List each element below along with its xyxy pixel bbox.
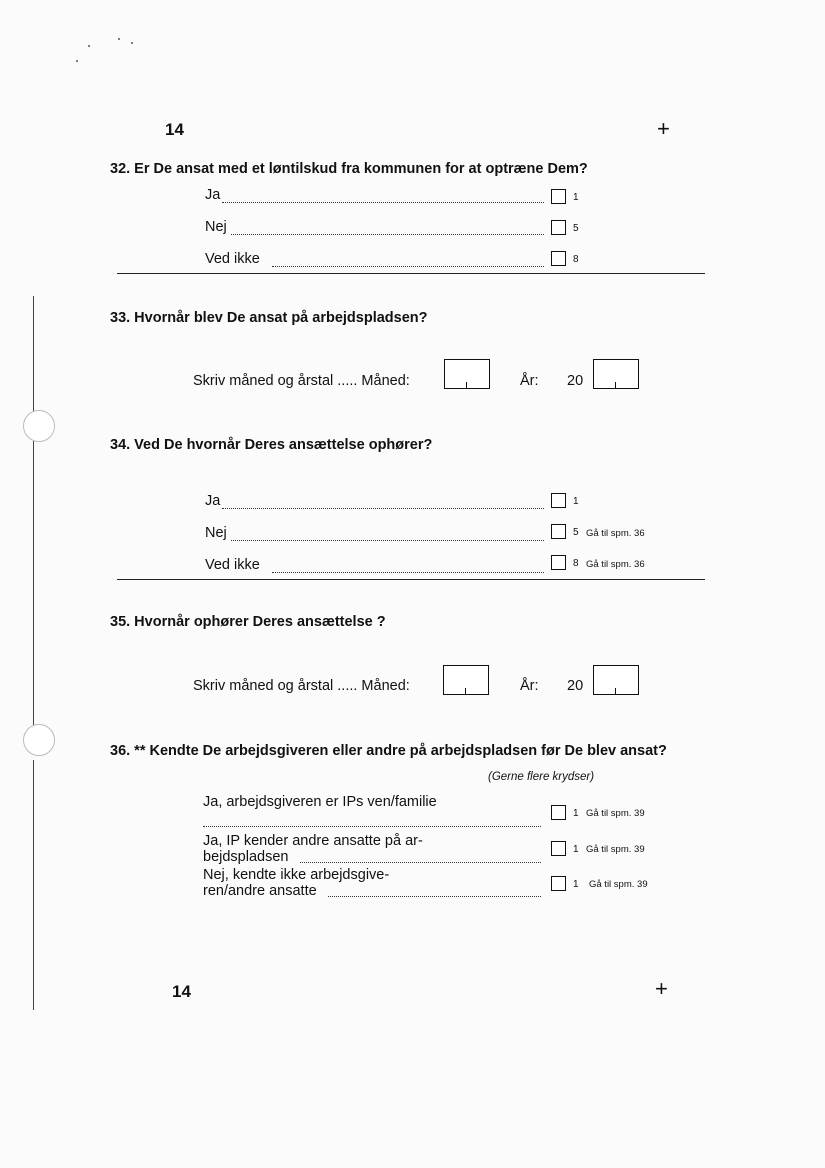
q36-checkbox-1[interactable] <box>551 805 566 820</box>
leader-dots <box>272 266 544 267</box>
scan-speck <box>131 42 133 44</box>
leader-dots <box>272 572 544 573</box>
section-divider <box>117 579 705 580</box>
q35-prompt: Skriv måned og årstal ..... Måned: <box>193 678 410 694</box>
q33-month-input[interactable] <box>444 359 490 389</box>
q32-option-nej: Nej <box>205 219 227 235</box>
q32-checkbox-ved-ikke[interactable] <box>551 251 566 266</box>
page-number-top: 14 <box>165 120 184 139</box>
q36-option-1-line1: Ja, arbejdsgiveren er IPs ven/familie <box>203 794 437 810</box>
leader-dots <box>328 896 541 897</box>
q32-code-ved-ikke: 8 <box>573 254 579 265</box>
q32-code-ja: 1 <box>573 192 579 203</box>
q32-option-ved-ikke: Ved ikke <box>205 251 260 267</box>
q34-code-nej: 5 <box>573 527 579 538</box>
leader-dots <box>203 826 541 827</box>
question-34-title: 34. Ved De hvornår Deres ansættelse ophører? <box>110 437 433 453</box>
q32-option-ja: Ja <box>205 187 221 203</box>
q34-code-ja: 1 <box>573 496 579 507</box>
q35-month-input[interactable] <box>443 665 489 695</box>
q36-option-3-line2: ren/andre ansatte <box>203 883 317 899</box>
q33-prompt: Skriv måned og årstal ..... Måned: <box>193 373 410 389</box>
page-number-bottom: 14 <box>172 982 191 1001</box>
q34-skip-ved-ikke: Gå til spm. 36 <box>586 559 645 570</box>
q36-checkbox-3[interactable] <box>551 876 566 891</box>
q34-checkbox-ved-ikke[interactable] <box>551 555 566 570</box>
q36-skip-1: Gå til spm. 39 <box>586 808 645 819</box>
scan-speck <box>76 60 78 62</box>
q34-checkbox-nej[interactable] <box>551 524 566 539</box>
scan-speck <box>118 38 120 40</box>
question-36-title: 36. ** Kendte De arbejdsgiveren eller andre på arbejdspladsen før De blev ansat? <box>110 743 667 759</box>
left-margin-mark <box>33 760 34 1010</box>
q35-year-input[interactable] <box>593 665 639 695</box>
scan-speck <box>88 45 90 47</box>
q33-year-prefix: 20 <box>567 373 584 389</box>
q36-option-3-line1: Nej, kendte ikke arbejdsgive- <box>203 867 390 883</box>
leader-dots <box>300 862 541 863</box>
leader-dots <box>222 508 544 509</box>
q32-checkbox-nej[interactable] <box>551 220 566 235</box>
question-35-title: 35. Hvornår ophører Deres ansættelse ? <box>110 614 386 630</box>
left-margin-mark <box>33 440 34 730</box>
q32-checkbox-ja[interactable] <box>551 189 566 204</box>
punch-hole <box>23 410 55 442</box>
leader-dots <box>231 234 544 235</box>
q36-skip-3: Gå til spm. 39 <box>589 879 648 890</box>
q35-year-prefix: 20 <box>567 678 584 694</box>
q34-code-ved-ikke: 8 <box>573 558 579 569</box>
q36-code-2: 1 <box>573 844 579 855</box>
punch-hole <box>23 724 55 756</box>
q35-year-label: År: <box>520 678 539 694</box>
question-32-title: 32. Er De ansat med et løntilskud fra kommunen for at optræne Dem? <box>110 161 588 177</box>
q36-instruction-note: (Gerne flere krydser) <box>488 771 595 783</box>
q33-year-label: År: <box>520 373 539 389</box>
section-divider <box>117 273 705 274</box>
q34-skip-nej: Gå til spm. 36 <box>586 528 645 539</box>
q36-checkbox-2[interactable] <box>551 841 566 856</box>
q32-code-nej: 5 <box>573 223 579 234</box>
q34-option-ved-ikke: Ved ikke <box>205 557 260 573</box>
q34-option-ja: Ja <box>205 493 221 509</box>
leader-dots <box>222 202 544 203</box>
corner-mark-bottom: + <box>655 976 668 1001</box>
q33-year-input[interactable] <box>593 359 639 389</box>
q34-option-nej: Nej <box>205 525 227 541</box>
q36-option-2-line2: bejdspladsen <box>203 849 289 865</box>
q36-skip-2: Gå til spm. 39 <box>586 844 645 855</box>
question-33-title: 33. Hvornår blev De ansat på arbejdspladsen? <box>110 310 428 326</box>
left-margin-mark <box>33 296 34 416</box>
corner-mark-top: + <box>657 116 670 141</box>
q36-code-1: 1 <box>573 808 579 819</box>
leader-dots <box>231 540 544 541</box>
q36-option-2-line1: Ja, IP kender andre ansatte på ar- <box>203 833 423 849</box>
q34-checkbox-ja[interactable] <box>551 493 566 508</box>
q36-code-3: 1 <box>573 879 579 890</box>
